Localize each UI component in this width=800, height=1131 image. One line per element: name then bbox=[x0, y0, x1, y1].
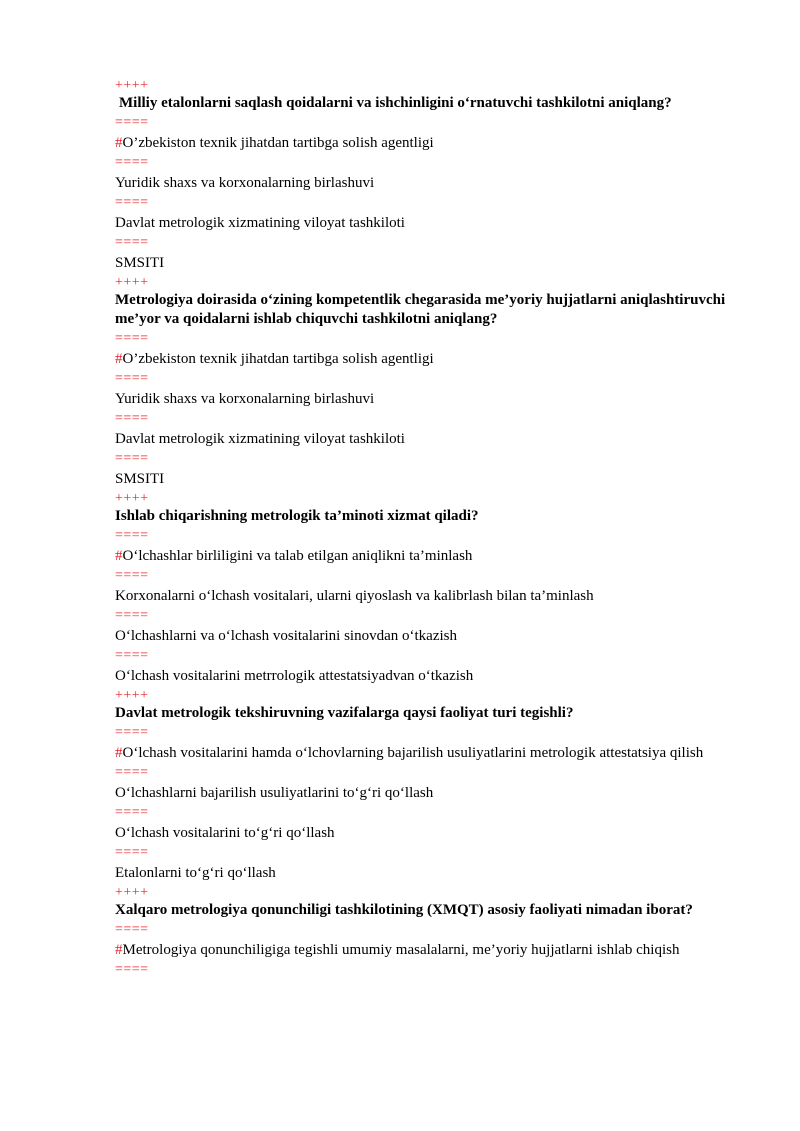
answer-separator: ==== bbox=[115, 115, 149, 130]
correct-marker: # bbox=[115, 135, 123, 151]
answer-separator: ==== bbox=[115, 725, 149, 740]
question-bank bbox=[115, 78, 755, 978]
question-text: Xalqaro metrologiya qonunchiligi tashkilotining (XMQT) asosiy faoliyati nimadan iborat? bbox=[115, 902, 693, 918]
answer-separator: ==== bbox=[115, 608, 149, 623]
answer-separator: ==== bbox=[115, 648, 149, 663]
question-separator: ++++ bbox=[115, 688, 149, 703]
answer-text: Metrologiya qonunchiligiga tegishli umumiy masalalarni, me’yoriy hujjatlarni ishlab chiqish bbox=[122, 942, 680, 958]
answer-correct bbox=[115, 938, 755, 962]
answer-option: O‘lchashlarni bajarilish usuliyatlarini to‘g‘ri qo‘llash bbox=[115, 785, 434, 801]
answer-text: O‘lchash vositalarini hamda o‘lchovlarning bajarilish usuliyatlarini metrologik attestatsiya qilish bbox=[122, 745, 704, 761]
answer-text: O‘lchashlar birliligini va talab etilgan aniqlikni ta’minlash bbox=[122, 548, 473, 564]
answer-option: O‘lchashlarni va o‘lchash vositalarini sinovdan o‘tkazish bbox=[115, 628, 457, 644]
answer-separator: ==== bbox=[115, 845, 149, 860]
answer-separator: ==== bbox=[115, 235, 149, 250]
correct-marker: # bbox=[115, 745, 123, 761]
answer-option: Etalonlarni to‘g‘ri qo‘llash bbox=[115, 865, 276, 881]
answer-separator: ==== bbox=[115, 155, 149, 170]
answer-option: Yuridik shaxs va korxonalarning birlashuvi bbox=[115, 175, 375, 191]
answer-correct bbox=[115, 131, 755, 155]
answer-text: O’zbekiston texnik jihatdan tartibga solish agentligi bbox=[122, 135, 434, 151]
answer-separator: ==== bbox=[115, 371, 149, 386]
answer-separator: ==== bbox=[115, 331, 149, 346]
answer-option: Yuridik shaxs va korxonalarning birlashuvi bbox=[115, 391, 375, 407]
answer-option: Korxonalarni o‘lchash vositalari, ularni qiyoslash va kalibrlash bilan ta’minlash bbox=[115, 588, 594, 604]
correct-marker: # bbox=[115, 548, 123, 564]
answer-option: Davlat metrologik xizmatining viloyat tashkiloti bbox=[115, 215, 405, 231]
answer-separator: ==== bbox=[115, 451, 149, 466]
question-text: Davlat metrologik tekshiruvning vazifalarga qaysi faoliyat turi tegishli? bbox=[115, 705, 574, 721]
answer-option: SMSITI bbox=[115, 255, 165, 271]
question-separator: ++++ bbox=[115, 275, 149, 290]
answer-separator: ==== bbox=[115, 922, 149, 937]
question-text: Milliy etalonlarni saqlash qoidalarni va ishchinligini o‘rnatuvchi tashkilotni aniqlang? bbox=[119, 95, 672, 111]
answer-separator: ==== bbox=[115, 765, 149, 780]
answer-separator: ==== bbox=[115, 568, 149, 583]
question-separator: ++++ bbox=[115, 78, 149, 93]
question-separator: ++++ bbox=[115, 491, 149, 506]
answer-option: O‘lchash vositalarini metrrologik attestatsiyadvan o‘tkazish bbox=[115, 668, 474, 684]
correct-marker: # bbox=[115, 942, 123, 958]
question-text: Ishlab chiqarishning metrologik ta’minoti xizmat qiladi? bbox=[115, 508, 479, 524]
answer-option: SMSITI bbox=[115, 471, 165, 487]
answer-separator: ==== bbox=[115, 528, 149, 543]
answer-correct bbox=[115, 544, 755, 568]
answer-separator: ==== bbox=[115, 805, 149, 820]
question-separator: ++++ bbox=[115, 885, 149, 900]
answer-text: O’zbekiston texnik jihatdan tartibga solish agentligi bbox=[122, 351, 434, 367]
answer-correct bbox=[115, 741, 755, 765]
answer-option: Davlat metrologik xizmatining viloyat tashkiloti bbox=[115, 431, 405, 447]
answer-separator: ==== bbox=[115, 195, 149, 210]
question-text: Metrologiya doirasida o‘zining kompetentlik chegarasida me’yoriy hujjatlarni aniqlashtiruvchi me’yor va qoidalarni ishlab chiquvchi tashkilotni aniqlang? bbox=[115, 292, 726, 327]
answer-correct bbox=[115, 347, 755, 371]
answer-separator: ==== bbox=[115, 411, 149, 426]
answer-option: O‘lchash vositalarini to‘g‘ri qo‘llash bbox=[115, 825, 335, 841]
correct-marker: # bbox=[115, 351, 123, 367]
answer-separator: ==== bbox=[115, 962, 149, 977]
